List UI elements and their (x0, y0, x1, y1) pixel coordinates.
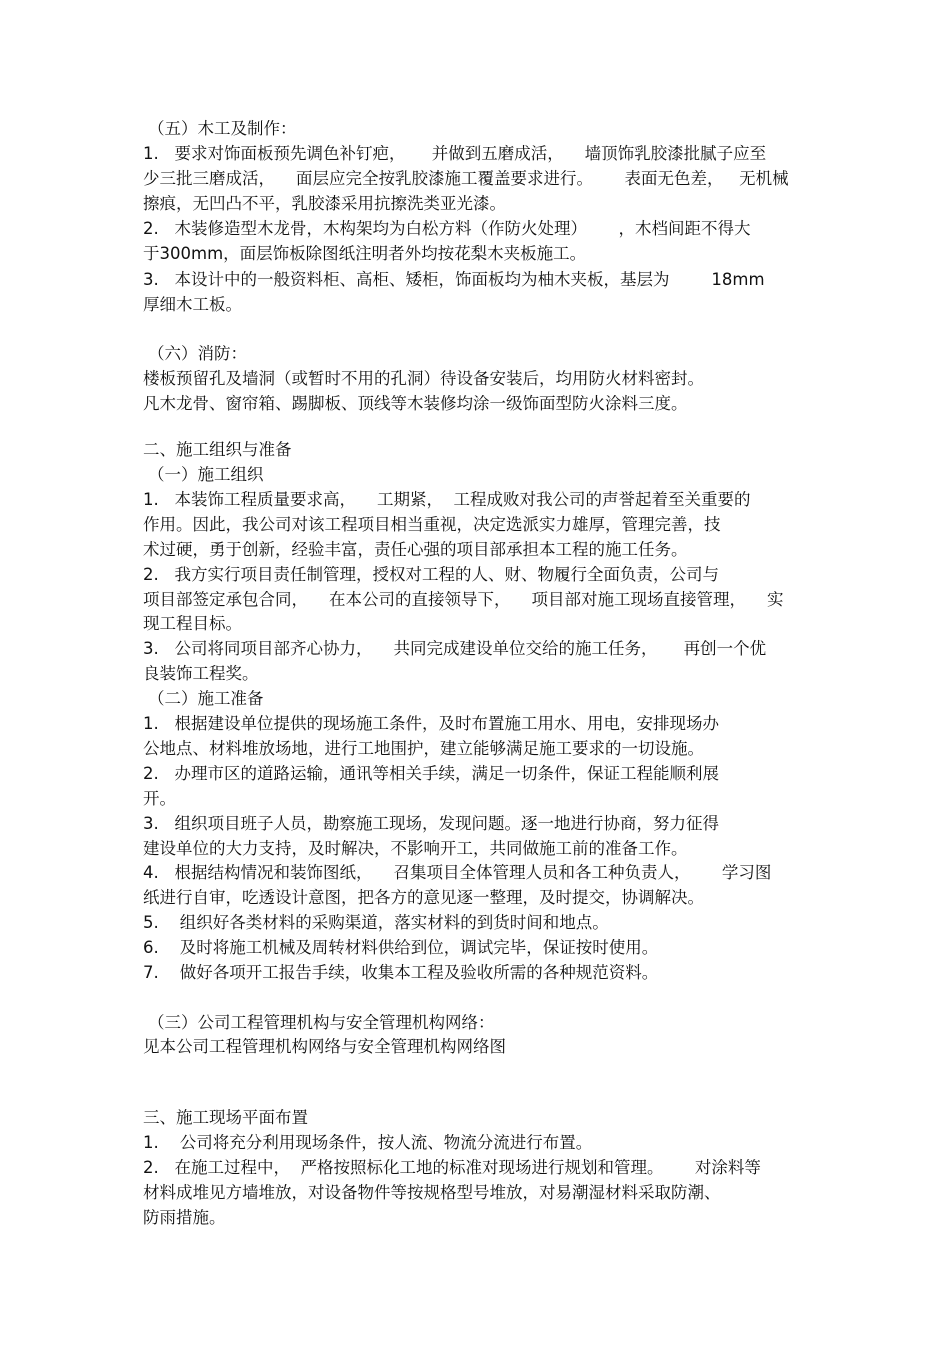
paragraph-line: 3. 组织项目班子人员，勘察施工现场，发现问题。逐一地进行协商，努力征得 (143, 814, 719, 833)
paragraph-line: 1. 本装饰工程质量要求高， 工期紧， 工程成败对我公司的声誉起着至关重要的 (143, 490, 751, 509)
paragraph-line: 术过硬，勇于创新，经验丰富，责任心强的项目部承担本工程的施工任务。 (143, 540, 688, 559)
section-heading-carpentry: （五）木工及制作： (148, 119, 297, 138)
paragraph-line: 防雨措施。 (143, 1208, 226, 1227)
paragraph-line: 公地点、材料堆放场地，进行工地围护，建立能够满足施工要求的一切设施。 (143, 739, 704, 758)
paragraph-line: 开。 (143, 789, 176, 808)
paragraph-line: 1. 根据建设单位提供的现场施工条件，及时布置施工用水、用电，安排现场办 (143, 714, 719, 733)
paragraph-line: 纸进行自审，吃透设计意图，把各方的意见逐一整理，及时提交，协调解决。 (143, 888, 704, 907)
paragraph-line: 1. 公司将充分利用现场条件，按人流、物流分流进行布置。 (143, 1133, 593, 1152)
paragraph-line: 2. 办理市区的道路运输，通讯等相关手续，满足一切条件，保证工程能顺利展 (143, 764, 719, 783)
section-heading-organization: 二、施工组织与准备 (143, 440, 292, 459)
paragraph-line: 2. 在施工过程中， 严格按照标化工地的标准对现场进行规划和管理。 对涂料等 (143, 1158, 761, 1177)
section-heading-fire: （六）消防： (148, 344, 247, 363)
paragraph-line: 厚细木工板。 (143, 295, 242, 314)
paragraph-line: 6. 及时将施工机械及周转材料供给到位，调试完毕，保证按时使用。 (143, 938, 659, 957)
paragraph-line: 作用。因此，我公司对该工程项目相当重视，决定选派实力雄厚，管理完善，技 (143, 515, 721, 534)
paragraph-line: 2. 我方实行项目责任制管理，授权对工程的人、财、物履行全面负责，公司与 (143, 565, 719, 584)
paragraph-line: 材料成堆见方墙堆放，对设备物件等按规格型号堆放，对易潮湿材料采取防潮、 (143, 1183, 721, 1202)
paragraph-line: 4. 根据结构情况和装饰图纸， 召集项目全体管理人员和各工种负责人， 学习图 (143, 863, 772, 882)
subsection-heading-preparation: （二）施工准备 (148, 689, 264, 708)
section-heading-site-layout: 三、施工现场平面布置 (143, 1108, 308, 1127)
paragraph-line: 见本公司工程管理机构网络与安全管理机构网络图 (143, 1037, 506, 1056)
paragraph-line: 建设单位的大力支持，及时解决，不影响开工，共同做施工前的准备工作。 (143, 839, 688, 858)
paragraph-line: 良装饰工程奖。 (143, 664, 259, 683)
paragraph-line: 于300mm，面层饰板除图纸注明者外均按花梨木夹板施工。 (143, 244, 587, 263)
paragraph-line: 少三批三磨成活， 面层应完全按乳胶漆施工覆盖要求进行。 表面无色差， 无机械 (143, 169, 789, 188)
paragraph-line: 5. 组织好各类材料的采购渠道，落实材料的到货时间和地点。 (143, 913, 609, 932)
paragraph-line: 现工程目标。 (143, 614, 242, 633)
paragraph-line: 1. 要求对饰面板预先调色补钉疤， 并做到五磨成活， 墙顶饰乳胶漆批腻子应至 (143, 144, 767, 163)
paragraph-line: 凡木龙骨、窗帘箱、踢脚板、顶线等木装修均涂一级饰面型防火涂料三度。 (143, 394, 688, 413)
paragraph-line: 3. 本设计中的一般资料柜、高柜、矮柜，饰面板均为柚木夹板，基层为 18mm (143, 270, 765, 289)
paragraph-line: 2. 木装修造型木龙骨，木构架均为白松方料（作防火处理） ，木档间距不得大 (143, 219, 751, 238)
paragraph-line: 楼板预留孔及墙洞（或暂时不用的孔洞）待设备安装后，均用防火材料密封。 (143, 369, 704, 388)
paragraph-line: 7. 做好各项开工报告手续，收集本工程及验收所需的各种规范资料。 (143, 963, 659, 982)
subsection-heading-organization: （一）施工组织 (148, 465, 264, 484)
paragraph-line: 擦痕，无凹凸不平，乳胶漆采用抗擦洗类亚光漆。 (143, 194, 506, 213)
subsection-heading-management-network: （三）公司工程管理机构与安全管理机构网络： (148, 1013, 495, 1032)
paragraph-line: 3. 公司将同项目部齐心协力， 共同完成建设单位交给的施工任务， 再创一个优 (143, 639, 767, 658)
paragraph-line: 项目部签定承包合同， 在本公司的直接领导下， 项目部对施工现场直接管理， 实 (143, 590, 784, 609)
